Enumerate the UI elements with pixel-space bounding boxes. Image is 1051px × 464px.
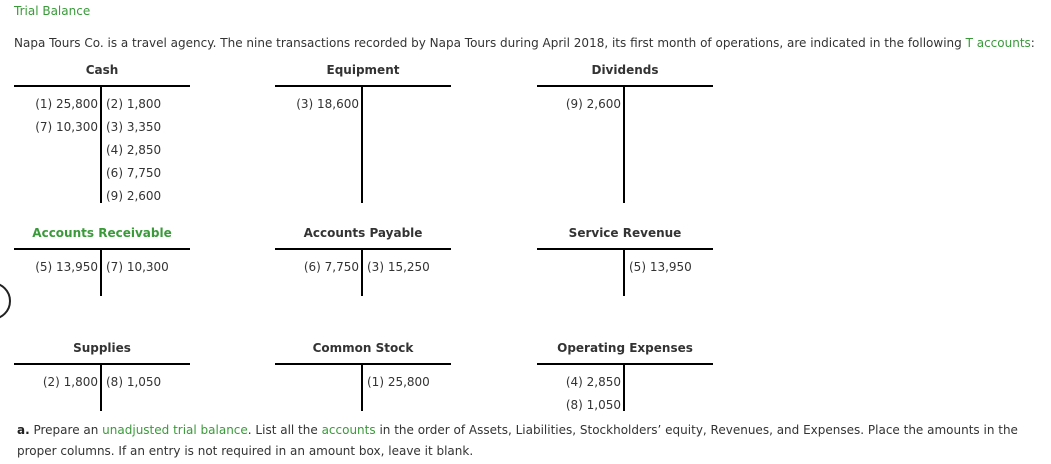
- credit-column: [106, 371, 161, 394]
- account-title: Supplies: [73, 341, 131, 355]
- t-account-service-revenue: [537, 225, 713, 274]
- account-title: Common Stock: [312, 341, 414, 355]
- account-title[interactable]: Accounts Receivable: [32, 226, 172, 240]
- account-title: Cash: [85, 63, 119, 77]
- debit-entry: (4) 2,850: [565, 375, 621, 389]
- credit-entry: (6) 7,750: [106, 166, 162, 180]
- account-title: Equipment: [326, 63, 400, 77]
- debit-entry: (9) 2,600: [565, 97, 621, 111]
- debit-entry: (7) 10,300: [35, 120, 98, 134]
- page-title: Trial Balance: [14, 4, 91, 18]
- task-text-2: . List all the: [247, 423, 322, 437]
- debit-entry: (3) 18,600: [296, 97, 359, 111]
- t-account-operating-expenses: [537, 340, 713, 412]
- t-account-divider: [623, 365, 625, 411]
- account-title: Operating Expenses: [557, 341, 693, 355]
- credit-entry: (3) 3,350: [106, 120, 162, 134]
- credit-entry: (4) 2,850: [106, 143, 162, 157]
- unadjusted-trial-balance-link[interactable]: unadjusted trial balance: [102, 423, 248, 437]
- debit-entry: (2) 1,800: [42, 375, 98, 389]
- account-title: Dividends: [591, 63, 659, 77]
- debit-entry: (6) 7,750: [303, 260, 359, 274]
- t-account-divider: [361, 250, 363, 296]
- account-title: Accounts Payable: [303, 226, 423, 240]
- intro-text-post: :: [1030, 36, 1035, 50]
- debit-column: [566, 371, 621, 417]
- debit-column: [304, 256, 359, 279]
- credit-entry: (2) 1,800: [106, 97, 162, 111]
- t-account-cash: [14, 62, 190, 203]
- intro-text-pre: Napa Tours Co. is a travel agency. The nine transactions recorded by Napa Tours during April 2018, its first month of operations, are indicated in the following: [14, 36, 966, 50]
- t-account-rule: [14, 363, 190, 389]
- t-account-rule: [537, 85, 713, 111]
- t-account-accounts-receivable: [14, 225, 190, 274]
- t-account-equipment: [275, 62, 451, 111]
- credit-entry: (9) 2,600: [106, 189, 162, 203]
- t-account-divider: [361, 365, 363, 411]
- t-account-divider: [361, 87, 363, 203]
- t-accounts-link[interactable]: T accounts: [965, 36, 1031, 50]
- accounts-link[interactable]: accounts: [321, 423, 376, 437]
- t-account-accounts-payable: [275, 225, 451, 274]
- t-account-common-stock: [275, 340, 451, 389]
- intro-text: [14, 36, 1051, 50]
- task-text-3: in the order of Assets, Liabilities, Stockholders’ equity, Revenues, and Expenses. Place the amounts in the proper columns. If an entry is not required in an amount box, leave it blank.: [17, 423, 1018, 458]
- debit-entry: (8) 1,050: [565, 398, 621, 412]
- t-account-rule: [537, 248, 713, 274]
- t-account-supplies: [14, 340, 190, 389]
- debit-entry: (5) 13,950: [35, 260, 98, 274]
- debit-column: [35, 93, 98, 139]
- debit-entry: (1) 25,800: [35, 97, 98, 111]
- credit-column: [367, 371, 430, 394]
- t-account-rule: [275, 363, 451, 389]
- t-account-rule: [537, 363, 713, 412]
- debit-column: [296, 93, 359, 116]
- debit-column: [43, 371, 98, 394]
- credit-column: [106, 93, 161, 208]
- credit-entry: (3) 15,250: [367, 260, 430, 274]
- t-account-divider: [100, 250, 102, 296]
- task-text-1: Prepare an: [29, 423, 103, 437]
- scroll-circle-icon[interactable]: [0, 282, 11, 320]
- task-instructions: [17, 420, 1042, 462]
- t-account-rule: [275, 248, 451, 274]
- account-title: Service Revenue: [568, 226, 682, 240]
- credit-column: [106, 256, 169, 279]
- credit-column: [367, 256, 430, 279]
- t-account-divider: [100, 365, 102, 411]
- t-account-rule: [14, 248, 190, 274]
- credit-entry: (1) 25,800: [367, 375, 430, 389]
- task-label: a.: [17, 423, 30, 437]
- debit-column: [35, 256, 98, 279]
- credit-column: [629, 256, 692, 279]
- t-account-rule: [275, 85, 451, 111]
- credit-entry: (5) 13,950: [629, 260, 692, 274]
- t-account-divider: [623, 87, 625, 203]
- t-account-rule: [14, 85, 190, 203]
- credit-entry: (8) 1,050: [106, 375, 162, 389]
- debit-column: [566, 93, 621, 116]
- t-account-divider: [100, 87, 102, 203]
- t-account-divider: [623, 250, 625, 296]
- credit-entry: (7) 10,300: [106, 260, 169, 274]
- t-account-dividends: [537, 62, 713, 111]
